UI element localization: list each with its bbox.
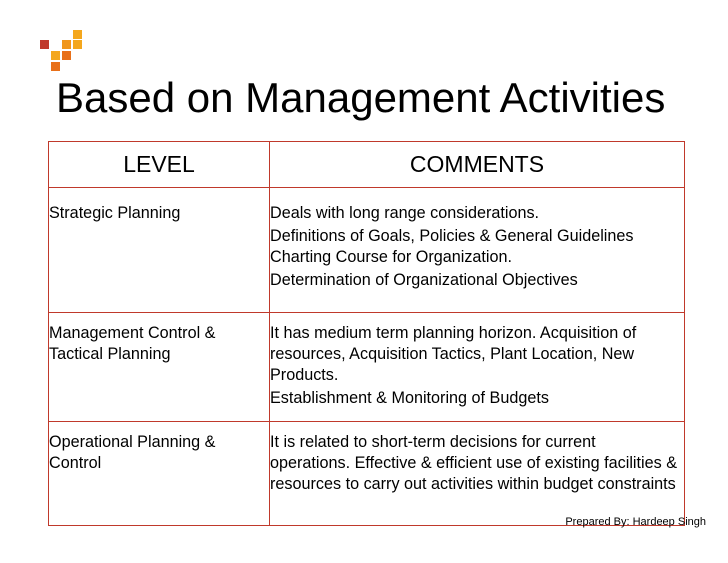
logo-square — [73, 30, 82, 39]
table-header-row — [49, 142, 685, 188]
logo-square — [62, 40, 71, 49]
slide-title: Based on Management Activities — [56, 74, 666, 121]
table-row-strategic-planning — [49, 188, 685, 313]
comment-paragraph: Establishment & Monitoring of Budgets — [270, 389, 549, 407]
comments-cell — [270, 313, 685, 422]
footer-credit: Prepared By: Hardeep Singh — [565, 516, 706, 528]
stepped-squares-logo-icon — [40, 30, 84, 74]
management-activities-table — [48, 141, 685, 526]
logo-square — [62, 51, 71, 60]
comment-paragraph: It is related to short-term decisions for current operations. Effective & efficient use of existing facilities & resources to carry out activities within budget constraints — [270, 433, 678, 493]
comment-paragraph: Definitions of Goals, Policies & General Guidelines Charting Course for Organization. — [270, 227, 634, 266]
level-cell: Operational Planning & Control — [49, 422, 270, 526]
table-row-management-control — [49, 313, 685, 422]
logo-square — [51, 62, 60, 71]
logo-square — [51, 51, 60, 60]
level-cell: Management Control & Tactical Planning — [49, 313, 270, 422]
table-row-operational-planning — [49, 422, 685, 526]
logo-square — [73, 40, 82, 49]
logo-square — [40, 40, 49, 49]
level-cell: Strategic Planning — [49, 188, 270, 313]
comments-header: COMMENTS — [270, 142, 685, 188]
comments-cell — [270, 188, 685, 313]
comment-paragraph: Determination of Organizational Objectives — [270, 271, 578, 289]
level-header: LEVEL — [49, 142, 270, 188]
comment-paragraph: It has medium term planning horizon. Acquisition of resources, Acquisition Tactics, Plant Location, New Products. — [270, 324, 637, 384]
comment-paragraph: Deals with long range considerations. — [270, 204, 540, 222]
comments-cell — [270, 422, 685, 526]
